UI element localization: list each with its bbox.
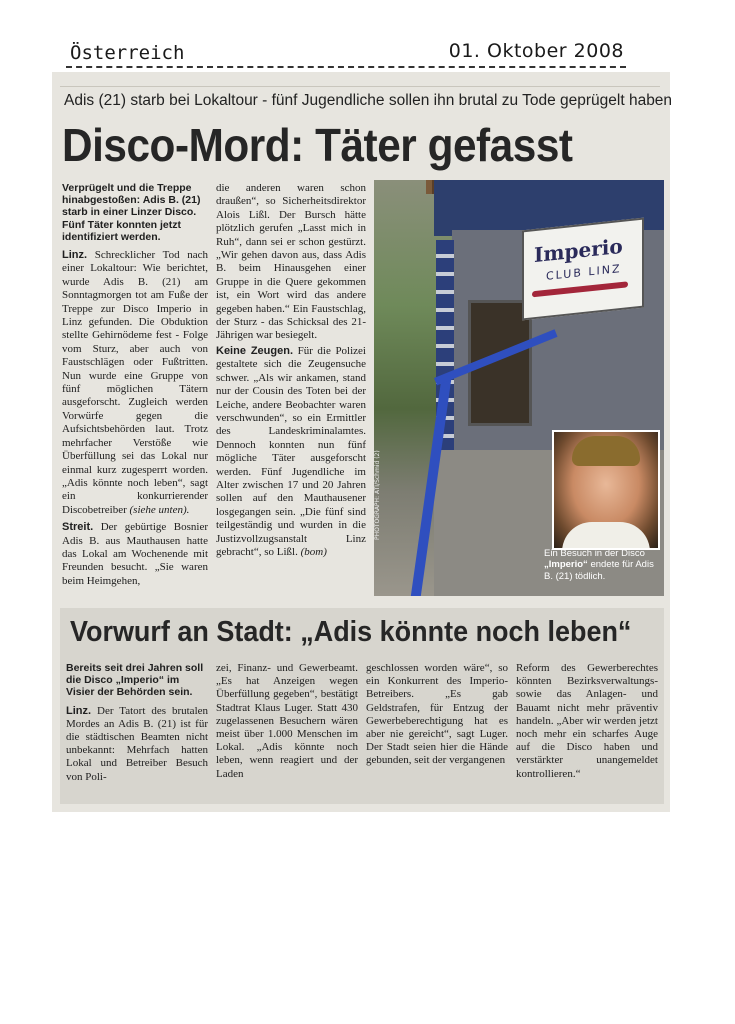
newspaper-clipping (52, 72, 673, 812)
paragraph-text: geschlossen worden wäre“, so ein Konkurrent des Imperio-Betreibers. „Es gab Geldstrafen, für Entzug der Gewerbeberechtigung hat es aber nie gereicht“, sagt Luger. Der Stadt seien hier die Hände gebunden, seit der vergangenen (366, 662, 508, 767)
article-headline: Disco-Mord: Täter gefasst (62, 119, 573, 171)
portrait-shirt (562, 522, 650, 550)
paragraph-text: Der gebürtige Bosnier Adis B. aus Mauthausen hatte das Lokal am Wochenende mit Freunden besucht. „Sie waren beim Heimgehen, (62, 521, 208, 587)
secondary-headline: Vorwurf an Stadt: „Adis könnte noch leben“ (70, 616, 632, 648)
caption-text: Ein Besuch in der Disco (544, 548, 645, 559)
secondary-column-2 (216, 662, 358, 802)
article-paragraph (66, 705, 208, 784)
sign-swoosh (532, 281, 628, 297)
paragraph-text: die anderen waren schon draußen“, so Sicherheitsdirektor Alois Lißl. Der Bursch hätte plötzlich gerufen „Lasst mich in Ruh“, dann sei er schon gestürzt. „Wir gehen davon aus, dass Adis B. beim Hinausgehen einer Gruppe in die Quere gekommen ist, ein Wort wird das andere gegeben haben.“ Ein Faustschlag, der Sturz - das Schicksal des 21-Jährigen war besiegelt. (216, 182, 366, 342)
sign-subtext: CLUB LINZ (546, 261, 622, 283)
article-column-1 (62, 182, 208, 600)
portrait-hair (572, 436, 640, 466)
paragraph-text: Der Tatort des brutalen Mordes an Adis B. (21) ist für die städtischen Beamten nicht unbekannt: Mehrfach hatten Lokal und Betreiber Besuch von Poli- (66, 704, 208, 783)
article-column-2 (216, 182, 366, 600)
secondary-column-3 (366, 662, 508, 802)
author-tag: (bom) (300, 545, 327, 558)
paragraph-text: zei, Finanz- und Gewerbeamt. „Es hat Anzeigen wegen Überfüllung gegeben“, bestätigt Stadtrat Klaus Luger. Statt 430 zugelassenen Besuchern wären meist über 1.000 Menschen im Lokal. „Adis könnte noch leben, wenn reagiert und der Laden (216, 662, 358, 780)
paragraph-text: Für die Polizei gestaltete sich die Zeugensuche schwer. „Als wir ankamen, stand nur der Cousin des Toten bei der Leiche, andere Beobachter waren verschwunden“, so ein Ermittler des Landeskriminalamtes. Dennoch konnten nun fünf mögliche Täter ausgeforscht werden. Fünf Jugendliche im Alter zwischen 17 und 20 Jahren sollen auf den Mauthausener losgegangen sein. „Die fünf sind teilgeständig und wurden in die Justizvollzugsanstalt Linz gebracht“, so Lißl. (216, 344, 366, 558)
paragraph-label: Keine Zeugen. (216, 344, 293, 357)
paragraph-label: Linz. (62, 249, 88, 262)
paragraph-reference: (siehe unten). (129, 503, 190, 516)
date-label: 01. Oktober 2008 (448, 40, 624, 62)
imperio-sign (522, 218, 644, 321)
caption-text: endete für Adis B. (21) tödlich. (544, 559, 654, 582)
article-paragraph (216, 345, 366, 560)
paragraph-text: Reform des Gewerberechtes könnten Bezirksverwaltungs- sowie das Anlagen- und Bauamt nicht mehr präventiv handeln. „Aber wir werden jetzt noch mehr ein scharfes Auge auf die Disco haben und verstärkter unangemeldet kontrollieren.“ (516, 662, 658, 780)
page-header (66, 38, 626, 68)
caption-bold-text: „Imperio“ (544, 559, 588, 571)
secondary-lead: Bereits seit drei Jahren soll die Disco „Imperio“ im Visier der Behörden sein. (66, 662, 204, 699)
clipping-top-rule (60, 76, 660, 87)
secondary-column-1 (66, 662, 208, 802)
sign-text: Imperio (534, 233, 623, 268)
paragraph-label: Streit. (62, 521, 94, 534)
photo-caption (544, 548, 662, 582)
country-label: Österreich (70, 42, 185, 64)
article-paragraph (62, 249, 208, 517)
secondary-column-4 (516, 662, 658, 802)
secondary-article (60, 608, 664, 804)
article-kicker: Adis (21) starb bei Lokaltour - fünf Jugendliche sollen ihn brutal zu Tode geprügelt haben (64, 92, 673, 109)
paragraph-label: Linz. (66, 704, 92, 717)
article-lead: Verprügelt und die Treppe hinabgestoßen: Adis B. (21) starb in einer Linzer Disco. Fünf Täter konnten jetzt identifiziert werden. (62, 182, 201, 243)
photo-credit: PHOTOGRAPH: ATI/Schmid (2) (374, 450, 381, 540)
article-paragraph (62, 521, 208, 588)
paragraph-text: Schrecklicher Tod nach einer Lokaltour: Wie berichtet, wurde Adis B. (21) am Sonntagmorgen tot am Fuße der Treppe zur Disco Imperio in Linz gefunden. Die Obduktion stellte Gehirnödeme fest - Folge vom Sturz, aber auch von Faustschlägen oder Fußtritten. Nun wurde eine Gruppe von fünf möglichen Tätern ausgeforscht. Zugleich werden Vorwürfe gegen die Aufsichtsbehörden laut. Trotz mehrfacher Verstöße wie Überfüllung sei das Lokal nur einmal kurz zugesperrt worden. „Adis könnte noch leben“, sagt ein konkurrierender Discobetreiber (62, 249, 208, 516)
victim-portrait (552, 430, 660, 550)
